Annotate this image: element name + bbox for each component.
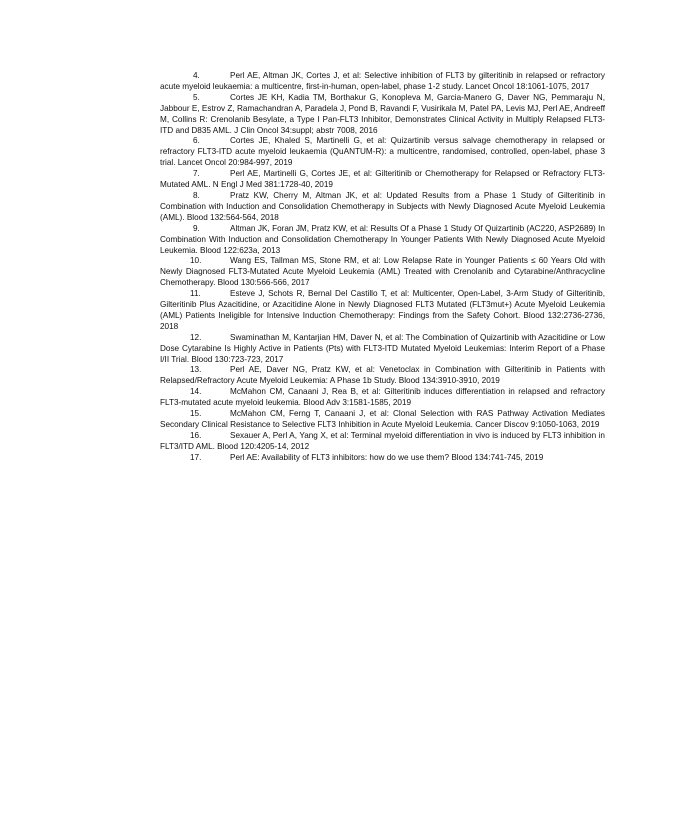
reference-number: 15.	[190, 409, 202, 419]
reference-item	[160, 333, 605, 366]
reference-number: 10.	[190, 256, 202, 266]
reference-text: Perl AE, Martinelli G, Cortes JE, et al: Gilteritinib or Chemotherapy for Relapsed or Refractory FLT3-Mutated AML. N Engl J Med 381:1728-40, 2019	[160, 169, 605, 190]
reference-item	[160, 431, 605, 453]
reference-item	[160, 289, 605, 333]
reference-item	[160, 409, 605, 431]
reference-text: Perl AE: Availability of FLT3 inhibitors: how do we use them? Blood 134:741-745, 2019	[230, 452, 544, 462]
reference-item	[160, 71, 605, 93]
reference-number: 16.	[190, 430, 202, 440]
reference-number: 17.	[190, 452, 202, 462]
reference-text: Perl AE, Altman JK, Cortes J, et al: Selective inhibition of FLT3 by gilteritinib in relapsed or refractory acute myeloid leukaemia: a multicentre, first-in-human, open-label, phase 1-2 study. Lancet Oncol 18:1061-1075, 2017	[160, 71, 605, 91]
reference-item	[160, 365, 605, 387]
reference-text: McMahon CM, Ferng T, Canaani J, et al: Clonal Selection with RAS Pathway Activation Mediates Secondary Clinical Resistance to Selective FLT3 Inhibition in Acute Myeloid Leukemia. Cancer Discov 9:1050-1063, 2019	[160, 409, 605, 429]
reference-text: Esteve J, Schots R, Bernal Del Castillo T, et al: Multicenter, Open-Label, 3-Arm Study of Gilteritinib, Gilteritinib Plus Azacitidine, or Azacitidine Alone in Newly Diagnosed FLT3 Mutated (FLT3mut+) Acute Myeloid Leukemia (AML) Patients Ineligible for Intensive Induction Chemotherapy: Findings from the Safety Cohort. Blood 132:2736-2736, 2018	[160, 289, 605, 331]
reference-number: 13.	[190, 365, 202, 375]
reference-number: 4.	[193, 71, 200, 80]
reference-text: Swaminathan M, Kantarjian HM, Daver N, et al: The Combination of Quizartinib with Azacitidine or Low Dose Cytarabine Is Highly Active in Patients (Pts) with FLT3-ITD Mutated Myeloid Leukemias: Interim Report of a Phase I/II Trial. Blood 130:723-723, 2017	[160, 332, 605, 364]
reference-number: 5.	[193, 92, 200, 102]
reference-text: McMahon CM, Canaani J, Rea B, et al: Gilteritinib induces differentiation in relapsed and refractory FLT3-mutated acute myeloid leukemia. Blood Adv 3:1581-1585, 2019	[160, 387, 605, 408]
reference-item	[160, 453, 605, 464]
reference-item	[160, 191, 605, 224]
reference-number: 12.	[190, 332, 202, 342]
reference-item	[160, 224, 605, 257]
reference-item	[160, 136, 605, 169]
reference-list	[160, 71, 605, 464]
reference-text: Perl AE, Daver NG, Pratz KW, et al: Venetoclax in Combination with Gilteritinib in Patients with Relapsed/Refractory Acute Myeloid Leukemia: A Phase 1b Study. Blood 134:3910-3910, 2019	[160, 365, 605, 386]
reference-number: 8.	[193, 190, 200, 200]
reference-number: 9.	[193, 223, 200, 233]
reference-item	[160, 169, 605, 191]
reference-number: 11.	[190, 289, 201, 299]
reference-number: 6.	[193, 136, 200, 146]
reference-text: Cortes JE KH, Kadia TM, Borthakur G, Konopleva M, Garcia-Manero G, Daver NG, Pemmaraju N, Jabbour E, Estrov Z, Ramachandran A, Paradela J, Pond B, Ravandi F, Vusirikala M, Patel PA, Levis MJ, Perl AE, Andreeff M, Collins R: Crenolanib Besylate, a Type I Pan-FLT3 Inhibitor, Demonstrates Clinical Activity in Multiply Relapsed FLT3-ITD and D835 AML. J Clin Oncol 34:suppl; abstr 7008, 2016	[160, 92, 605, 135]
reference-number: 7.	[193, 169, 200, 179]
reference-text: Wang ES, Tallman MS, Stone RM, et al: Low Relapse Rate in Younger Patients ≤ 60 Years Old with Newly Diagnosed FLT3-Mutated Acute Myeloid Leukemia (AML) Treated with Crenolanib and Cytarabine/Anthracycline Chemotherapy. Blood 130:566-566, 2017	[160, 256, 605, 288]
reference-item	[160, 93, 605, 137]
reference-text: Cortes JE, Khaled S, Martinelli G, et al: Quizartinib versus salvage chemotherapy in relapsed or refractory FLT3-ITD acute myeloid leukaemia (QuANTUM-R): a multicentre, randomised, controlled, open-label, phase 3 trial. Lancet Oncol 20:984-997, 2019	[160, 136, 605, 168]
reference-text: Altman JK, Foran JM, Pratz KW, et al: Results Of a Phase 1 Study Of Quizartinib (AC220, ASP2689) In Combination With Induction and Consolidation Chemotherapy In Younger Patients With Newly Diagnosed Acute Myeloid Leukemia. Blood 122:623a, 2013	[160, 223, 605, 255]
reference-number: 14.	[190, 387, 202, 397]
reference-text: Sexauer A, Perl A, Yang X, et al: Terminal myeloid differentiation in vivo is induced by FLT3 inhibition in FLT3/ITD AML. Blood 120:4205-14, 2012	[160, 430, 605, 451]
reference-text: Pratz KW, Cherry M, Altman JK, et al: Updated Results from a Phase 1 Study of Gilteritinib in Combination with Induction and Consolidation Chemotherapy in Subjects with Newly Diagnosed Acute Myeloid Leukemia (AML). Blood 132:564-564, 2018	[160, 190, 605, 222]
reference-item	[160, 256, 605, 289]
reference-item	[160, 387, 605, 409]
